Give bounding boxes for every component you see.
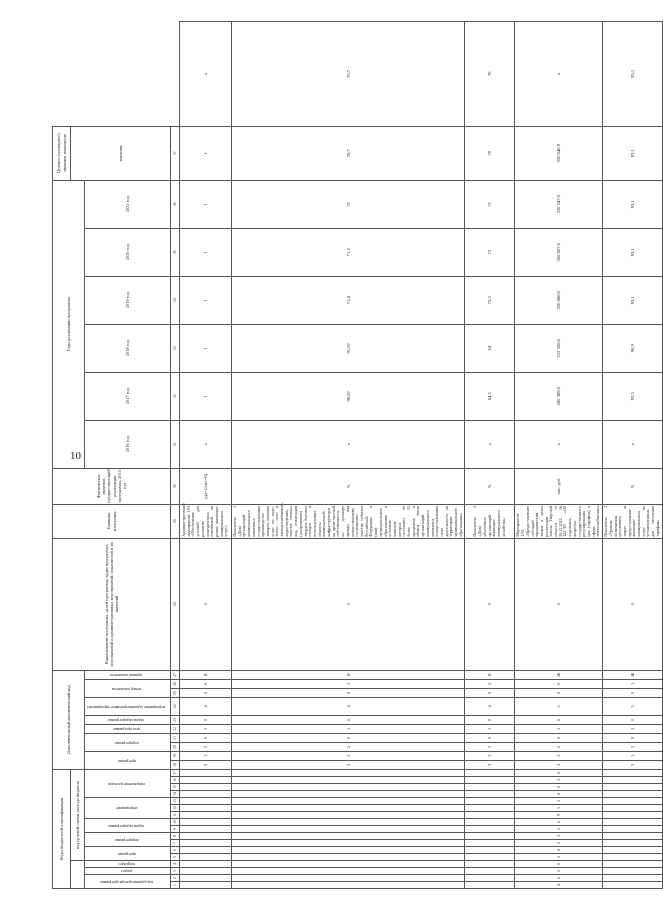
- year-value-cell: 1: [180, 276, 232, 324]
- year-value-cell: 93,1: [603, 276, 662, 324]
- col-number: 5: [171, 854, 180, 861]
- fact-value-cell: x: [465, 420, 515, 468]
- col-number: 21: [171, 733, 180, 742]
- budget-code-cell: [232, 798, 465, 805]
- budget-code-cell: [180, 819, 232, 826]
- year-value-cell: 366 857,6: [515, 228, 603, 276]
- budget-code-cell: [180, 777, 232, 784]
- year-value-cell: 72: [465, 228, 515, 276]
- year-value-cell: 70,7: [232, 126, 465, 180]
- budget-code-cell: 3: [515, 833, 603, 840]
- budget-code-cell: 0: [515, 769, 603, 776]
- budget-code-cell: [465, 826, 515, 833]
- analytic-code-cell: 0: [465, 538, 515, 670]
- analytic-code-cell: 5: [515, 697, 603, 715]
- budget-code-cell: [603, 833, 662, 840]
- year-2017-header: 2017 год: [85, 372, 171, 420]
- item-name-cell: Показатель 1 «Доля организаций коммунального комплекса, осуществляющих производство товаров, оказание услуг по водо-, тепло-, газо- и электроснабжению, водоотведению, очистке сточных вод, утилизации (захоронению) твердых бытовых отходов и использующих объекты коммунальной инфраструктуры на праве частной собственности, по договору аренды или концессионному соглашению, участие субъекта Российской Федерации и (или) муниципального образования в уставном капитале которых составляет не более 25 процентов, в общем числе организаций коммунального комплекса, осуществляющих свою деятельность на территории муниципального образования»: [232, 504, 465, 538]
- year-value-cell: 320 808,0: [515, 276, 603, 324]
- analytic-code-cell: 4: [465, 697, 515, 715]
- year-value-cell: 1: [180, 324, 232, 372]
- analytic-code-cell: 0: [603, 733, 662, 742]
- item-name-cell: Показатель 1 «Уровень возмещения населением затрат за предоставление жилищно-коммунальных услуг по установленным для населения тарифам»: [603, 504, 662, 538]
- col-number: 35: [171, 228, 180, 276]
- analytic-code-cell: 1: [232, 724, 465, 733]
- budget-code-cell: [180, 784, 232, 791]
- col-number: 3: [171, 868, 180, 875]
- budget-code-cell: [180, 826, 232, 833]
- analytic-code-cell: 0: [180, 688, 232, 697]
- analytic-code-cell: 0: [603, 538, 662, 670]
- target-value-cell: x: [180, 22, 232, 127]
- analytic-code-cell: 0: [603, 715, 662, 724]
- year-2020-header: 2020 год: [85, 228, 171, 276]
- year-value-cell: 93,1: [603, 126, 662, 180]
- analytic-code-cell: 1: [603, 724, 662, 733]
- col-number: 30: [171, 468, 180, 504]
- program-table-sheet: [52, 21, 660, 889]
- budget-code-cell: 5: [515, 868, 603, 875]
- budget-col-subprogram: подпрограмма: [114, 837, 139, 842]
- budget-code-cell: [232, 826, 465, 833]
- year-value-cell: 1: [180, 126, 232, 180]
- analytic-code-cell: 3: [180, 760, 232, 769]
- analytic-code-cell: 2: [515, 742, 603, 751]
- budget-code-cell: [232, 861, 465, 868]
- budget-code-cell: [180, 791, 232, 798]
- budget-code-cell: [465, 854, 515, 861]
- target-value-header: значение: [71, 126, 171, 180]
- analytic-code-cell: 0: [180, 538, 232, 670]
- budget-code-cell: [232, 819, 465, 826]
- analytic-code-cell: 0: [515, 715, 603, 724]
- col-number: 37: [171, 126, 180, 180]
- analytic-code-cell: 0: [232, 733, 465, 742]
- fact-header: Фактическое значение, предшествующий реализации программы, 2015 год: [53, 468, 171, 504]
- year-value-cell: 70: [465, 126, 515, 180]
- table-row: [180, 22, 232, 889]
- budget-code-cell: [180, 833, 232, 840]
- col-number: 9: [171, 826, 180, 833]
- analytic-col-subprogram: подпрограмма: [114, 740, 139, 745]
- analytic-code-cell: 1: [603, 679, 662, 688]
- year-value-cell: 93,1: [603, 180, 662, 228]
- analytic-code-cell: 0: [180, 715, 232, 724]
- budget-code-cell: [232, 854, 465, 861]
- col-number: 24: [171, 697, 180, 715]
- unit-cell: %: [232, 468, 465, 504]
- budget-code-cell: [603, 769, 662, 776]
- analytic-col-goal: цель программы: [112, 727, 141, 732]
- name-header: Наименование программы, целей программы, задач программы, мероприятий и административных мероприятий, показателей и их значений: [53, 538, 171, 670]
- year-value-cell: 1: [180, 228, 232, 276]
- year-value-cell: 336 247,9: [515, 180, 603, 228]
- col-number: 23: [171, 715, 180, 724]
- analytic-code-cell: Я: [232, 670, 465, 679]
- fact-value-cell: x: [603, 420, 662, 468]
- budget-code-cell: 1: [515, 826, 603, 833]
- budget-code-cell: [232, 882, 465, 889]
- year-value-cell: 330 040,9: [515, 126, 603, 180]
- budget-code-cell: [180, 868, 232, 875]
- budget-col-task: задача подпрограммы: [108, 823, 145, 828]
- year-value-cell: 212 328,6: [515, 324, 603, 372]
- year-value-cell: 71,4: [232, 276, 465, 324]
- analytic-code-cell: 0: [180, 733, 232, 742]
- unit-cell: %: [465, 468, 515, 504]
- analytic-col-indicator-number: номер показателя: [112, 686, 142, 691]
- year-value-cell: 286 389,5: [515, 372, 603, 420]
- budget-code-cell: [603, 784, 662, 791]
- budget-code-cell: [603, 819, 662, 826]
- budget-col-program: программа: [117, 851, 136, 856]
- budget-code-cell: [180, 798, 232, 805]
- budget-code-cell: [603, 861, 662, 868]
- budget-code-cell: [603, 840, 662, 847]
- year-value-cell: 93,1: [603, 228, 662, 276]
- table-row: [232, 22, 465, 889]
- analytic-code-cell: 2: [180, 742, 232, 751]
- budget-code-cell: [180, 875, 232, 882]
- analytic-code-cell: 0: [465, 715, 515, 724]
- page-number: 10: [70, 450, 81, 462]
- col-number: 36: [171, 180, 180, 228]
- col-number: 26: [171, 679, 180, 688]
- col-number: 15: [171, 784, 180, 791]
- analytic-col-program: программа: [117, 758, 136, 763]
- budget-code-cell: 2: [515, 875, 603, 882]
- col-number: 29: [171, 504, 180, 538]
- analytic-col-task: задача подпрограммы: [108, 718, 145, 723]
- budget-code-cell: [603, 777, 662, 784]
- budget-col-measure: мероприятие: [115, 806, 138, 811]
- budget-code-cell: 9: [515, 812, 603, 819]
- budget-code-cell: [180, 805, 232, 812]
- year-2019-header: 2019 год: [85, 276, 171, 324]
- year-2021-header: 2021 год: [85, 180, 171, 228]
- budget-code-cell: 0: [515, 784, 603, 791]
- analytic-col-measure: мероприятие (административное мероприятие): [87, 704, 166, 709]
- col-number: 27: [171, 670, 180, 679]
- analytic-code-cell: 1: [603, 751, 662, 760]
- program-indicators-table: [52, 21, 663, 889]
- budget-code-cell: [465, 840, 515, 847]
- target-value-cell: 93,1: [603, 22, 662, 127]
- budget-code-cell: [465, 812, 515, 819]
- analytic-code-cell: 0: [232, 688, 465, 697]
- year-value-cell: 90,9: [603, 324, 662, 372]
- budget-code-cell: [232, 847, 465, 854]
- budget-code-cell: 2: [515, 840, 603, 847]
- column-numbers-row: [171, 22, 180, 889]
- analytic-code-cell: 2: [465, 742, 515, 751]
- budget-col-direction: направление расходов: [108, 781, 145, 786]
- col-number: 33: [171, 324, 180, 372]
- budget-code-cell: [603, 812, 662, 819]
- col-number: 2: [171, 875, 180, 882]
- budget-code-cell: [180, 840, 232, 847]
- year-value-cell: 73,5: [465, 276, 515, 324]
- col-number: 4: [171, 861, 180, 868]
- analytic-code-cell: 4: [180, 697, 232, 715]
- analytic-code-cell: 0: [232, 538, 465, 670]
- budget-col-subsection: подраздел: [118, 862, 135, 866]
- analytic-code-cell: 2: [465, 679, 515, 688]
- year-value-cell: 93,5: [603, 372, 662, 420]
- analytic-code-cell: 0: [515, 679, 603, 688]
- year-value-cell: 1: [180, 372, 232, 420]
- analytic-code-cell: Ж: [515, 670, 603, 679]
- year-value-cell: 91,87: [232, 324, 465, 372]
- col-number: 13: [171, 798, 180, 805]
- analytic-col-indicator-sign: признак показателя: [110, 673, 143, 678]
- col-number: 12: [171, 805, 180, 812]
- analytic-code-cell: 0: [515, 688, 603, 697]
- year-value-cell: 71,2: [232, 228, 465, 276]
- budget-code-cell: [465, 847, 515, 854]
- analytic-code-cell: 0: [232, 715, 465, 724]
- budget-code-cell: 1: [515, 805, 603, 812]
- analytic-code-cell: 5: [603, 697, 662, 715]
- analytic-code-cell: 0: [515, 733, 603, 742]
- budget-code-cell: [180, 769, 232, 776]
- budget-code-cell: [180, 812, 232, 819]
- col-number: 34: [171, 276, 180, 324]
- unit-cell: %: [603, 468, 662, 504]
- plan-years-header: Годы реализации программы: [53, 180, 85, 468]
- unit-cell: тыс. руб.: [515, 468, 603, 504]
- budget-code-cell: [232, 812, 465, 819]
- col-number: 17: [171, 769, 180, 776]
- budget-code-cell: 3: [515, 777, 603, 784]
- budget-code-cell: [465, 791, 515, 798]
- unit-cell: (да=1/нет=0): [180, 468, 232, 504]
- budget-code-cell: [603, 805, 662, 812]
- year-value-cell: 64,5: [465, 372, 515, 420]
- item-name-cell: Показатель 2 «Доля убыточных организаций жилищно-коммунального хозяйства»: [465, 504, 515, 538]
- fact-value-cell: x: [232, 420, 465, 468]
- budget-code-cell: [603, 875, 662, 882]
- analytic-code-cell: 1: [465, 751, 515, 760]
- budget-code-cell: 2: [515, 819, 603, 826]
- year-2016-header: 2016 год: [85, 420, 171, 468]
- table-row: [465, 22, 515, 889]
- year-value-cell: 64: [465, 324, 515, 372]
- budget-code-cell: [465, 769, 515, 776]
- budget-code-cell: [603, 798, 662, 805]
- budget-col-section: раздел: [121, 869, 132, 873]
- target-header: Целевое (суммарное) значение показателя: [53, 126, 71, 180]
- budget-code-cell: [465, 784, 515, 791]
- budget-col-admin: код администратора программы: [100, 879, 154, 884]
- col-number: 1: [171, 882, 180, 889]
- budget-code-cell: [180, 882, 232, 889]
- analytic-code-cell: 0: [465, 733, 515, 742]
- budget-code-cell: 0: [515, 847, 603, 854]
- analytic-code-cell: 2: [232, 742, 465, 751]
- col-number: 31: [171, 420, 180, 468]
- analytic-code-cell: Я: [465, 670, 515, 679]
- col-number: 19: [171, 751, 180, 760]
- analytic-code-cell: Ж: [603, 670, 662, 679]
- budget-code-cell: [465, 875, 515, 882]
- budget-code-cell: 0: [515, 861, 603, 868]
- col-number: 22: [171, 724, 180, 733]
- col-number: 6: [171, 847, 180, 854]
- budget-code-cell: [465, 833, 515, 840]
- budget-code-cell: [465, 882, 515, 889]
- col-number: 7: [171, 840, 180, 847]
- table-row: [515, 22, 603, 889]
- analytic-code-cell: 0: [515, 538, 603, 670]
- col-number: 16: [171, 777, 180, 784]
- target-value-cell: x: [515, 22, 603, 127]
- budget-code-cell: [232, 777, 465, 784]
- budget-code-cell: [232, 805, 465, 812]
- col-number: 25: [171, 688, 180, 697]
- analytic-code-cell: 1: [180, 751, 232, 760]
- col-number: 8: [171, 833, 180, 840]
- item-name-cell: Административное мероприятие 1.03 «Обеспечение условий для развития конкурентных отношений на рынке жилищно-коммунальных услуг»: [180, 504, 232, 538]
- analytic-code-cell: 1: [515, 724, 603, 733]
- budget-code-cell: [232, 875, 465, 882]
- budget-code-cell: [465, 819, 515, 826]
- year-value-cell: 71: [465, 180, 515, 228]
- budget-code-cell: [603, 847, 662, 854]
- analytic-code-cell: 1: [180, 724, 232, 733]
- budget-code-cell: [180, 861, 232, 868]
- analytic-code-cell: 1: [232, 679, 465, 688]
- analytic-code-cell: Я: [180, 670, 232, 679]
- analytic-code-cell: 0: [603, 688, 662, 697]
- budget-code-cell: [232, 784, 465, 791]
- budget-code-cell: 1: [515, 798, 603, 805]
- analytic-code-cell: 3: [465, 760, 515, 769]
- budget-code-cell: [232, 769, 465, 776]
- budget-code-cell: [180, 847, 232, 854]
- analytic-code-cell: 0: [465, 688, 515, 697]
- budget-code-cell: 0: [515, 791, 603, 798]
- analytic-code-cell: 3: [515, 760, 603, 769]
- analytic-code-cell: 2: [603, 742, 662, 751]
- analytic-code-cell: 1: [465, 724, 515, 733]
- analytic-code-cell: 0: [180, 679, 232, 688]
- target-value-cell: 70: [465, 22, 515, 127]
- budget-code-cell: [603, 826, 662, 833]
- fact-value-cell: x: [180, 420, 232, 468]
- budget-target-article-header: код целевой статьи расхода бюджета: [71, 769, 85, 860]
- col-number: 14: [171, 791, 180, 798]
- budget-code-cell: [465, 868, 515, 875]
- budget-code-cell: [465, 798, 515, 805]
- budget-code-cell: [180, 854, 232, 861]
- col-number: 32: [171, 372, 180, 420]
- analytic-code-cell: 1: [232, 751, 465, 760]
- budget-code-cell: [603, 854, 662, 861]
- analytic-code-cell: 3: [232, 760, 465, 769]
- col-number: 18: [171, 760, 180, 769]
- table-row: [603, 22, 662, 889]
- budget-code-cell: [465, 777, 515, 784]
- budget-code-cell: [465, 861, 515, 868]
- year-2018-header: 2018 год: [85, 324, 171, 372]
- col-number: 11: [171, 812, 180, 819]
- item-name-cell: Мероприятие 1.05 «Предоставление субсидий юридическим лицам в целях реализации закона Тверской области от 20.12.2012 № 122-ЗО «Об отдельных вопросах государственного регулирования цен (тарифов) в сфере теплоснабжения»»: [515, 504, 603, 538]
- budget-code-cell: [603, 882, 662, 889]
- analytic-code-cell: 1: [515, 751, 603, 760]
- fact-value-cell: x: [515, 420, 603, 468]
- budget-code-cell: [465, 805, 515, 812]
- analytic-code-cell: 4: [232, 697, 465, 715]
- budget-code-cell: [232, 840, 465, 847]
- budget-code-cell: [603, 791, 662, 798]
- budget-code-cell: 4: [515, 882, 603, 889]
- budget-code-cell: 5: [515, 854, 603, 861]
- year-value-cell: 90,87: [232, 372, 465, 420]
- year-value-cell: 71: [232, 180, 465, 228]
- unit-header: Единица измерения: [53, 504, 171, 538]
- budget-code-cell: [232, 868, 465, 875]
- col-number: 28: [171, 538, 180, 670]
- budget-code-cell: [232, 791, 465, 798]
- analytic-code-cell: 3: [603, 760, 662, 769]
- target-value-cell: 70,7: [232, 22, 465, 127]
- budget-code-cell: [232, 833, 465, 840]
- year-value-cell: 1: [180, 180, 232, 228]
- col-number: 10: [171, 819, 180, 826]
- budget-code-cell: [603, 868, 662, 875]
- analytic-code-header: Дополнительный аналитический код: [53, 670, 85, 769]
- col-number: 20: [171, 742, 180, 751]
- budget-classification-header: Коды бюджетной классификации: [53, 769, 71, 888]
